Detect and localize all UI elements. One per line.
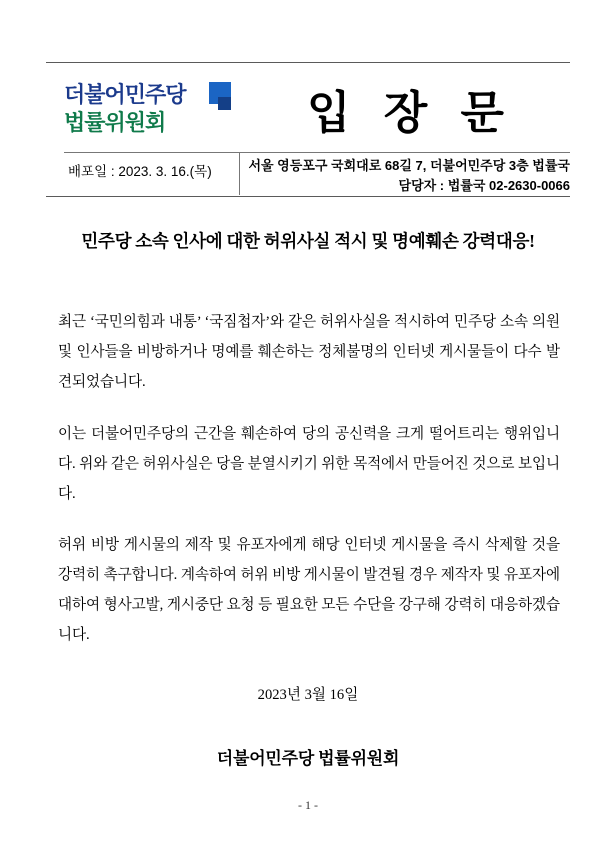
contact-block xyxy=(248,156,570,196)
document-header xyxy=(46,70,570,195)
party-logo xyxy=(64,82,239,144)
square-logo-mark-icon xyxy=(205,82,235,116)
party-logo-line1: 더불어민주당 xyxy=(64,82,186,107)
date-line: 2023년 3월 16일 xyxy=(257,687,359,703)
paragraph: 이는 더불어민주당의 근간을 훼손하여 당의 공신력을 크게 떨어트리는 행위입니다. 위와 같은 허위사실은 당을 분열시키기 위한 목적에서 만들어진 것으로 보입니다. xyxy=(58,425,560,502)
paragraph: 최근 ‘국민의힘과 내통’ ‘국짐첩자’와 같은 허위사실을 적시하여 민주당 소속 의원 및 인사들을 비방하거나 명예를 훼손하는 정체불명의 인터넷 게시물들이 다수 발견되었습니다. xyxy=(58,314,560,390)
header-top-divider xyxy=(46,62,570,63)
paragraph: 허위 비방 게시물의 제작 및 유포자에게 해당 인터넷 게시물을 즉시 삭제할 것을 강력히 촉구합니다. 계속하여 허위 비방 게시물이 발견될 경우 제작자 및 유포자에 대하여 형사고발, 게시중단 요청 등 필요한 모든 수단을 강구해 강력히 대응하겠습니다. xyxy=(58,537,560,644)
party-logo-line2: 법률위원회 xyxy=(64,110,166,135)
headline: 민주당 소속 인사에 대한 허위사실 적시 및 명예훼손 강력대응! xyxy=(81,231,535,251)
office-address: 서울 영등포구 국회대로 68길 7, 더불어민주당 3층 법률국 xyxy=(248,158,570,173)
release-date-label: 배포일 : 2023. 3. 16.(목) xyxy=(68,164,212,179)
signature-line: 더불어민주당 법률위원회 xyxy=(216,749,400,768)
logo-mark-dark-square xyxy=(218,97,231,110)
header-bottom-divider xyxy=(46,196,570,197)
contact-person: 담당자 : 법률국 02-2630-0066 xyxy=(398,178,570,194)
page-number: - 1 - xyxy=(298,798,318,812)
page-title: 입 장 문 xyxy=(307,88,515,138)
document-body xyxy=(58,308,560,673)
